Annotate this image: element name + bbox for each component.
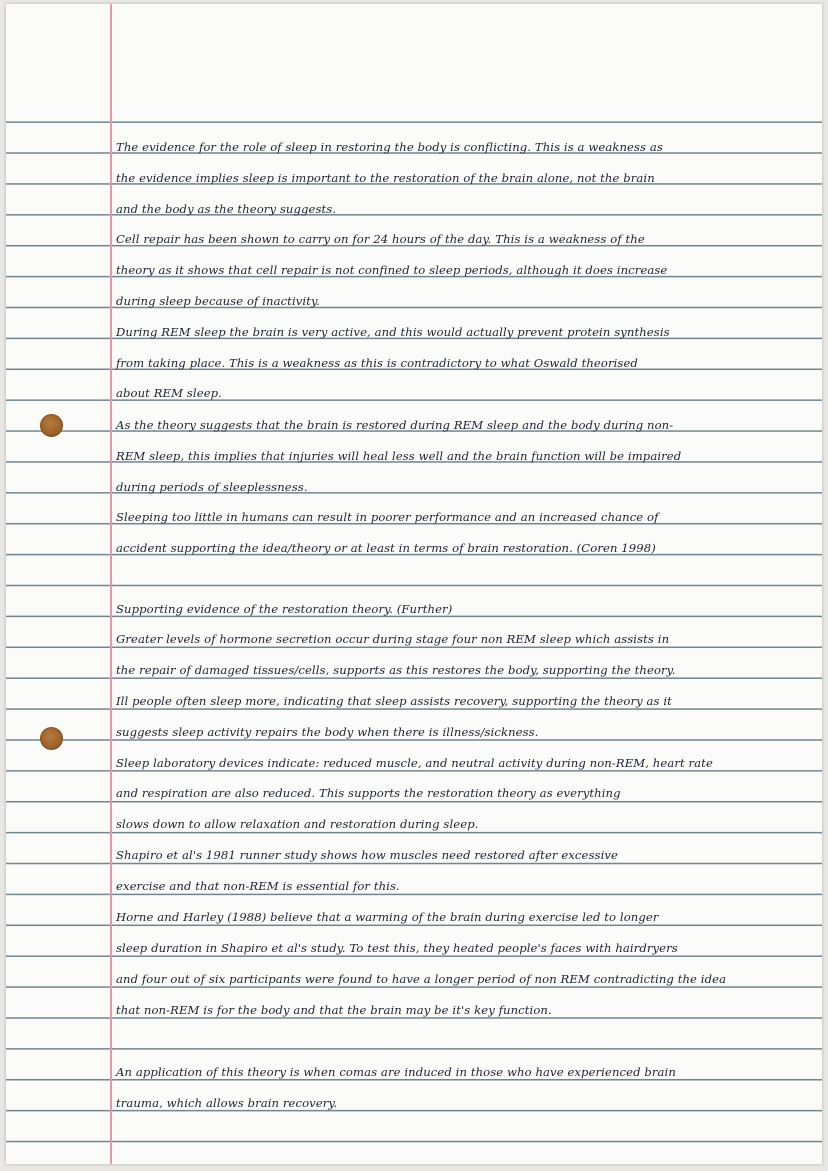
text-line: Cell repair has been shown to carry on for 24 hours of the day. This is a weakness of the [116,232,645,246]
text-line: An application of this theory is when comas are induced in those who have experienced brain [116,1065,676,1079]
text-line: theory as it shows that cell repair is not confined to sleep periods, although it does increase [116,263,668,277]
text-line: Shapiro et al's 1981 runner study shows how muscles need restored after excessive [116,848,618,862]
text-line: about REM sleep. [116,386,222,400]
text-line: Ill people often sleep more, indicating that sleep assists recovery, supporting the theory as it [116,694,672,708]
text-line: accident supporting the idea/theory or at least in terms of brain restoration. (Coren 1998) [116,541,656,555]
text-line: and the body as the theory suggests. [116,202,337,216]
text-line: Sleep laboratory devices indicate: reduced muscle, and neutral activity during non-REM, heart rate [116,756,713,770]
text-line: the evidence implies sleep is important to the restoration of the brain alone, not the brain [116,171,655,185]
text-line: and respiration are also reduced. This supports the restoration theory as everything [116,786,621,800]
margin-line [110,4,112,1164]
text-line: trauma, which allows brain recovery. [116,1096,338,1110]
text-line: As the theory suggests that the brain is restored during REM sleep and the body during non- [116,418,674,432]
notebook-page [6,4,822,1164]
text-line: REM sleep, this implies that injuries will heal less well and the brain function will be impaired [116,449,682,463]
text-line: the repair of damaged tissues/cells, supports as this restores the body, supporting the theory. [116,663,676,677]
text-line: from taking place. This is a weakness as this is contradictory to what Oswald theorised [116,356,638,370]
section-heading: Supporting evidence of the restoration theory. (Further) [116,602,453,616]
punch-hole [40,727,63,750]
text-line: The evidence for the role of sleep in restoring the body is conflicting. This is a weakness as [116,140,663,154]
text-line: Greater levels of hormone secretion occur during stage four non REM sleep which assists in [116,632,670,646]
text-line: sleep duration in Shapiro et al's study. To test this, they heated people's faces with hairdryers [116,941,678,955]
text-line: that non-REM is for the body and that the brain may be it's key function. [116,1003,552,1017]
text-line: exercise and that non-REM is essential for this. [116,879,400,893]
text-line: and four out of six participants were found to have a longer period of non REM contradicting the idea [116,972,727,986]
text-line: suggests sleep activity repairs the body when there is illness/sickness. [116,725,539,739]
text-line: During REM sleep the brain is very active, and this would actually prevent protein synthesis [116,325,670,339]
text-line: Horne and Harley (1988) believe that a warming of the brain during exercise led to longer [116,910,659,924]
text-line: during periods of sleeplessness. [116,480,308,494]
punch-hole [40,414,63,437]
text-line: slows down to allow relaxation and restoration during sleep. [116,817,479,831]
text-line: during sleep because of inactivity. [116,294,320,308]
text-line: Sleeping too little in humans can result in poorer performance and an increased chance of [116,510,659,524]
